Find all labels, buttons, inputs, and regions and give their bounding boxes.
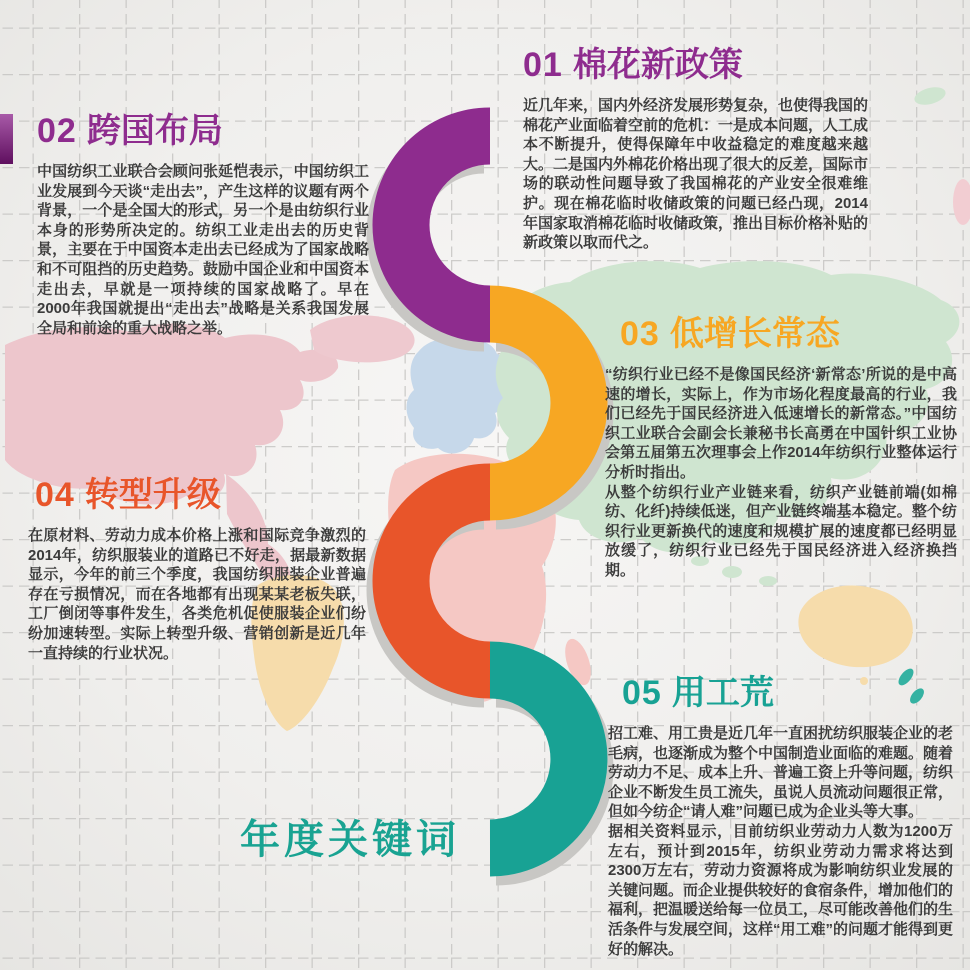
section-01-cotton-policy	[523, 46, 868, 253]
section-05-labor-shortage	[608, 674, 953, 959]
section-01-title: 棉花新政策	[572, 46, 743, 84]
section-05-heading	[608, 674, 953, 713]
section-01-paragraph: 近几年来，国内外经济发展形势复杂，也使得我国的棉花产业面临着空前的危机：一是成本问题，人工成本不断提升，使得保障年中收益稳定的难度越来越大。二是国内外棉花价格出现了很大的反差，国际市场的联动性问题导致了我国棉花的产业安全很难维护。现在棉花临时收储政策的问题已经凸现，2014年国家取消棉花临时收储政策，推出目标价格补贴的新政策以取而代之。	[523, 97, 869, 252]
annual-keywords-title: 年度关键词	[240, 818, 460, 862]
section-05-paragraph-1: 招工难、用工贵是近几年一直困扰纺织服装企业的老毛病，也逐渐成为整个中国制造业面临的难题。随着劳动力不足、成本上升、普遍工资上升等问题，纺织企业不断发生员工流失，虽说人员流动问题很正常，但如今纺企“请人难”问题已成为企业头等大事。	[608, 725, 954, 821]
section-03-low-growth	[605, 315, 957, 581]
section-05-paragraph-2: 据相关资料显示，目前纺织业劳动力人数为1200万左右，预计到2015年，纺织业劳动力需求将达到2300万左右，劳动力资源将成为影响纺织业发展的关键问题。而企业提供较好的食宿条件，增加他们的福利，把温暖送给每一位员工，尽可能改善他们的生活条件与发展空间，这样“用工难”的问题才能得到更好的解决。	[608, 823, 954, 958]
section-04-paragraph: 在原材料、劳动力成本价格上涨和国际竞争激烈的2014年，纺织服装业的道路已不好走，据最新数据显示，今年的前三个季度，我国纺织服装企业普遍存在亏损情况，而在各地都有出现某某老板失联，工厂倒闭等事件发生，各类危机促使服装企业们纷纷加速转型。实际上转型升级、营销创新是近几年一直持续的行业状况。	[28, 527, 366, 662]
section-03-paragraph-2: 从整个纺织行业产业链来看，纺织产业链前端(如棉纺、化纤)持续低迷，但产业链终端基本稳定。整个纺织行业更新换代的速度和规模扩展的速度都已经明显放缓了，纺织行业已经先于国民经济进入经济换挡期。	[605, 483, 957, 580]
section-04-number: 04	[35, 476, 75, 514]
section-01-heading	[523, 46, 868, 85]
section-04-transformation	[28, 476, 366, 663]
section-02-paragraph: 中国纺织工业联合会顾问张延恺表示，中国纺织工业发展到今天谈“走出去”，产生这样的议题有两个背景，一个是全国大的形式，另一个是由纺织行业本身的形势所决定的。纺织工业走出去的历史背景，主要在于中国资本走出去已经成为了国家战略和不可阻挡的历史趋势。鼓励中国企业和中国资本走出去，早就是一项持续的国家战略了。早在2000年我国就提出“走出去”战略是关系我国发展全局和前途的重大战略之举。	[37, 163, 369, 337]
section-03-title: 低增长常态	[669, 315, 840, 353]
section-02-global-layout	[37, 112, 369, 338]
section-02-number: 02	[37, 112, 77, 150]
edge-ribbon-tab	[0, 114, 13, 164]
section-03-heading	[605, 315, 957, 354]
section-05-title: 用工荒	[671, 674, 774, 712]
section-05-number: 05	[622, 674, 662, 712]
section-02-heading	[37, 112, 369, 151]
section-04-heading	[28, 476, 366, 515]
section-04-title: 转型升级	[84, 476, 221, 514]
section-03-paragraph-1: “纺织行业已经不是像国民经济‘新常态’所说的是中高速的增长，实际上，作为市场化程度最高的行业，我们已经先于国民经济进入低速增长的新常态。”中国纺织工业联合会副会长兼秘书长高勇在中国针织工业协会第五届第五次理事会上作2014年纺织行业整体运行分析时指出。	[605, 366, 957, 482]
section-02-title: 跨国布局	[86, 112, 223, 150]
section-03-number: 03	[620, 315, 660, 353]
section-01-number: 01	[523, 46, 563, 84]
